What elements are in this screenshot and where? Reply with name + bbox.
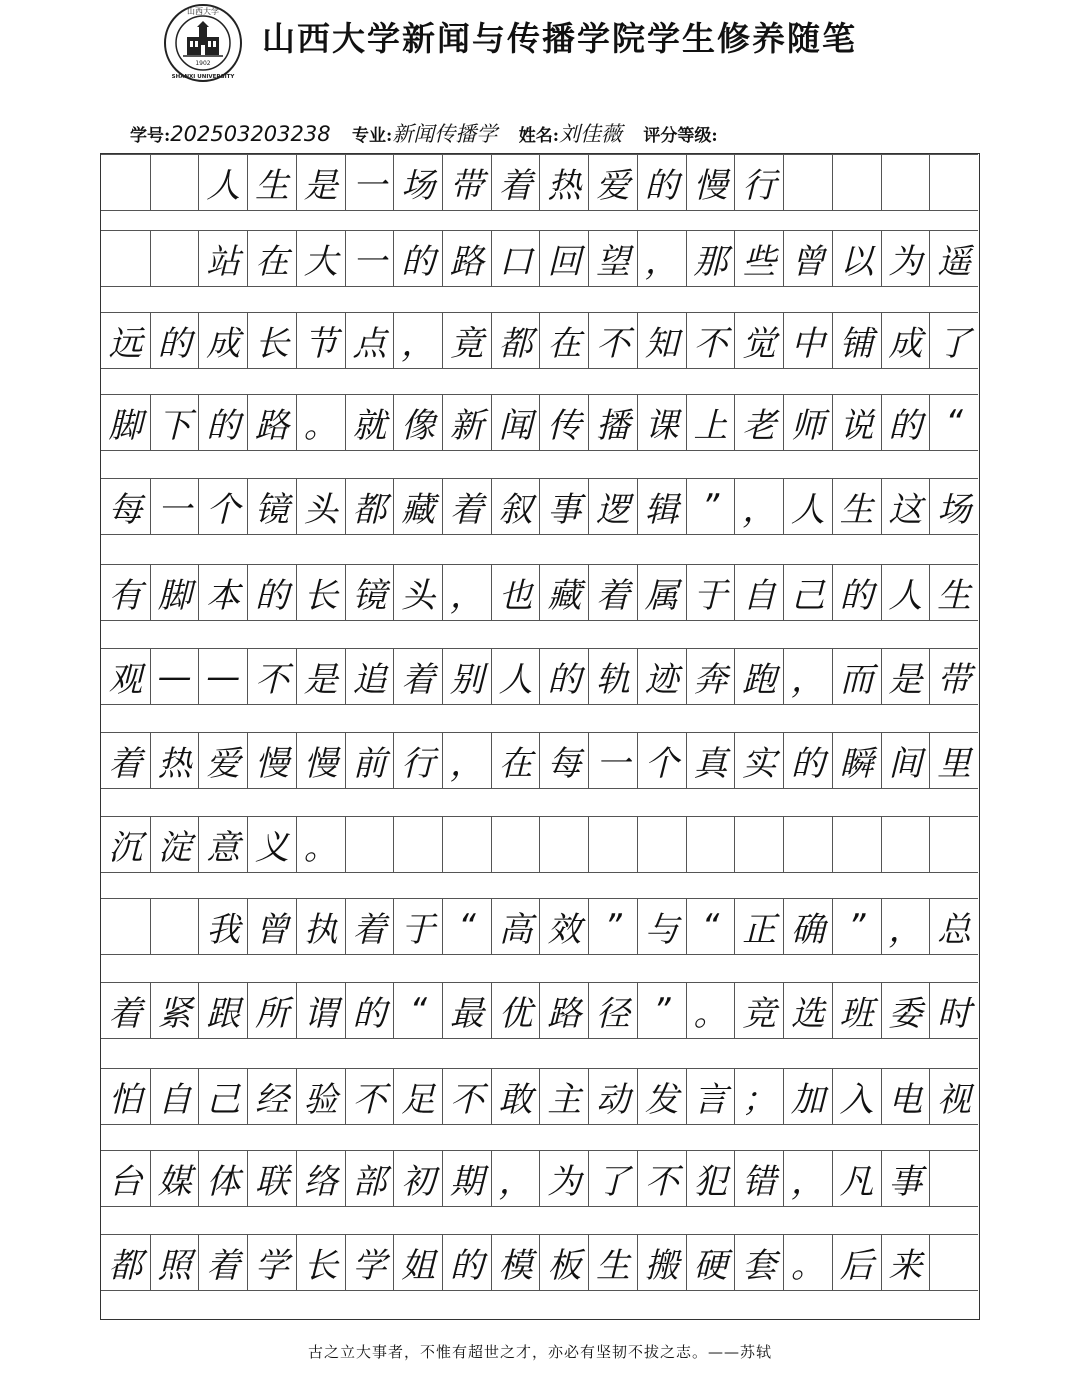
grid-cell xyxy=(929,154,978,211)
grid-cell xyxy=(734,816,783,873)
grid-cell: 口 xyxy=(491,230,540,287)
grid-cell xyxy=(345,816,394,873)
grid-cell: ， xyxy=(783,1150,832,1207)
grid-cell: 我 xyxy=(198,898,247,955)
grid-cell: 确 xyxy=(783,898,832,955)
university-seal-logo xyxy=(163,3,243,83)
grid-cell: 模 xyxy=(491,1234,540,1291)
grid-cell: 在 xyxy=(491,732,540,789)
grid-cell: 师 xyxy=(783,394,832,451)
grid-cell: 硬 xyxy=(686,1234,735,1291)
grid-cell: ， xyxy=(881,898,930,955)
grid-cell: 脚 xyxy=(150,564,199,621)
grid-cell: 播 xyxy=(588,394,637,451)
grid-cell: 遥 xyxy=(929,230,978,287)
major-label: 专业: xyxy=(352,126,393,146)
grid-cell: 长 xyxy=(296,1234,345,1291)
grid-cell: 搬 xyxy=(637,1234,686,1291)
grid-cell: 间 xyxy=(881,732,930,789)
grid-cell: 人 xyxy=(491,648,540,705)
grid-cell: 不 xyxy=(345,1068,394,1125)
grid-cell: 事 xyxy=(539,478,588,535)
grid-cell xyxy=(393,816,442,873)
grid-cell: 紧 xyxy=(150,982,199,1039)
grid-cell: 的 xyxy=(198,394,247,451)
grid-cell: 回 xyxy=(539,230,588,287)
grid-cell: “ xyxy=(929,394,978,451)
grid-cell: 初 xyxy=(393,1150,442,1207)
grid-row xyxy=(101,982,978,1039)
grid-cell: 长 xyxy=(247,312,296,369)
grid-cell: 于 xyxy=(393,898,442,955)
grid-cell: 生 xyxy=(247,154,296,211)
grid-row xyxy=(101,154,978,211)
grid-cell: ， xyxy=(442,732,491,789)
grid-cell: ； xyxy=(734,1068,783,1125)
grid-cell: 热 xyxy=(539,154,588,211)
grid-cell: 镜 xyxy=(345,564,394,621)
grid-cell: 路 xyxy=(247,394,296,451)
grid-cell: 着 xyxy=(393,648,442,705)
grid-cell: 的 xyxy=(393,230,442,287)
grid-cell: 场 xyxy=(393,154,442,211)
grid-cell xyxy=(832,154,881,211)
grid-cell: 视 xyxy=(929,1068,978,1125)
grid-cell: 敢 xyxy=(491,1068,540,1125)
grid-cell: 的 xyxy=(345,982,394,1039)
grid-cell: 课 xyxy=(637,394,686,451)
grid-cell: 都 xyxy=(491,312,540,369)
grid-cell: 入 xyxy=(832,1068,881,1125)
grid-cell: 的 xyxy=(783,732,832,789)
grid-cell: 真 xyxy=(686,732,735,789)
grid-row xyxy=(101,648,978,705)
grid-cell: 谓 xyxy=(296,982,345,1039)
grid-cell: 意 xyxy=(198,816,247,873)
grid-cell: 人 xyxy=(198,154,247,211)
grid-cell: 带 xyxy=(442,154,491,211)
grid-cell: 本 xyxy=(198,564,247,621)
grid-cell: 姐 xyxy=(393,1234,442,1291)
grid-cell: 场 xyxy=(929,478,978,535)
grid-cell: 跑 xyxy=(734,648,783,705)
grid-cell: 沉 xyxy=(101,816,150,873)
grid-cell: ， xyxy=(393,312,442,369)
grid-cell: 竟 xyxy=(442,312,491,369)
grid-cell: 路 xyxy=(442,230,491,287)
grid-cell: 是 xyxy=(881,648,930,705)
grid-cell: 长 xyxy=(296,564,345,621)
grid-cell: 都 xyxy=(345,478,394,535)
grid-cell: 叙 xyxy=(491,478,540,535)
student-id-value: 202503203238 xyxy=(170,122,331,146)
grid-cell: “ xyxy=(393,982,442,1039)
grid-cell: 不 xyxy=(442,1068,491,1125)
grid-cell: 于 xyxy=(686,564,735,621)
page-title: 山西大学新闻与传播学院学生修养随笔 xyxy=(262,19,857,58)
grid-row xyxy=(101,1068,978,1125)
grid-cell: 头 xyxy=(296,478,345,535)
grid-row xyxy=(101,1234,978,1291)
grid-cell xyxy=(832,816,881,873)
grid-cell: 板 xyxy=(539,1234,588,1291)
grid-cell: 选 xyxy=(783,982,832,1039)
grid-cell: 着 xyxy=(588,564,637,621)
grid-cell: 是 xyxy=(296,648,345,705)
grid-cell: ” xyxy=(588,898,637,955)
grid-cell: ， xyxy=(734,478,783,535)
grid-cell xyxy=(783,154,832,211)
grid-cell: 一 xyxy=(588,732,637,789)
grid-cell: 个 xyxy=(198,478,247,535)
grid-cell: 都 xyxy=(101,1234,150,1291)
grid-cell: 生 xyxy=(832,478,881,535)
grid-cell: 来 xyxy=(881,1234,930,1291)
grid-cell: 学 xyxy=(345,1234,394,1291)
grid-cell: 动 xyxy=(588,1068,637,1125)
grid-cell: 属 xyxy=(637,564,686,621)
grid-cell: 所 xyxy=(247,982,296,1039)
grid-cell: 一 xyxy=(345,230,394,287)
grid-row xyxy=(101,478,978,535)
grid-cell: 人 xyxy=(783,478,832,535)
grid-cell: 总 xyxy=(929,898,978,955)
grid-row xyxy=(101,564,978,621)
grid-cell: — xyxy=(150,648,199,705)
grid-cell: 的 xyxy=(247,564,296,621)
grid-cell: 藏 xyxy=(393,478,442,535)
grid-cell: 不 xyxy=(686,312,735,369)
grid-cell: 着 xyxy=(101,982,150,1039)
grid-cell: 传 xyxy=(539,394,588,451)
grid-cell: “ xyxy=(442,898,491,955)
grid-cell: 慢 xyxy=(296,732,345,789)
grid-cell xyxy=(929,816,978,873)
grid-row xyxy=(101,394,978,451)
grid-cell: 行 xyxy=(393,732,442,789)
grid-cell: 而 xyxy=(832,648,881,705)
grid-cell: 头 xyxy=(393,564,442,621)
grid-cell: 部 xyxy=(345,1150,394,1207)
grid-cell: 凡 xyxy=(832,1150,881,1207)
grid-cell: 电 xyxy=(881,1068,930,1125)
grid-cell: 发 xyxy=(637,1068,686,1125)
grid-cell xyxy=(588,816,637,873)
grid-cell: 。 xyxy=(783,1234,832,1291)
grid-cell: 主 xyxy=(539,1068,588,1125)
grid-cell: 自 xyxy=(150,1068,199,1125)
grid-cell: ” xyxy=(637,982,686,1039)
grid-cell: 中 xyxy=(783,312,832,369)
grid-cell: 了 xyxy=(929,312,978,369)
grid-cell: 经 xyxy=(247,1068,296,1125)
grid-cell: ， xyxy=(783,648,832,705)
grid-cell: 就 xyxy=(345,394,394,451)
grid-cell: 瞬 xyxy=(832,732,881,789)
grid-cell: 事 xyxy=(881,1150,930,1207)
grid-cell: 言 xyxy=(686,1068,735,1125)
grid-cell: 路 xyxy=(539,982,588,1039)
grid-cell: 迹 xyxy=(637,648,686,705)
grid-cell: 这 xyxy=(881,478,930,535)
grid-cell: 在 xyxy=(247,230,296,287)
grid-cell xyxy=(783,816,832,873)
grid-cell: 远 xyxy=(101,312,150,369)
grid-cell: 为 xyxy=(539,1150,588,1207)
grid-cell: 逻 xyxy=(588,478,637,535)
grid-cell: 。 xyxy=(296,816,345,873)
grid-cell: 着 xyxy=(442,478,491,535)
grid-cell: 委 xyxy=(881,982,930,1039)
grid-cell: 是 xyxy=(296,154,345,211)
page-header xyxy=(0,0,1080,90)
grid-cell: 每 xyxy=(539,732,588,789)
grid-cell: 里 xyxy=(929,732,978,789)
grid-cell: 与 xyxy=(637,898,686,955)
grid-cell: 后 xyxy=(832,1234,881,1291)
grid-cell: 知 xyxy=(637,312,686,369)
grid-cell: 。 xyxy=(686,982,735,1039)
grid-cell xyxy=(539,816,588,873)
grid-cell: — xyxy=(198,648,247,705)
grid-cell: 照 xyxy=(150,1234,199,1291)
grid-cell: 爱 xyxy=(198,732,247,789)
grid-cell: 生 xyxy=(588,1234,637,1291)
grid-row xyxy=(101,1150,978,1207)
grid-cell: 那 xyxy=(686,230,735,287)
grid-cell: 个 xyxy=(637,732,686,789)
name-label: 姓名: xyxy=(518,126,559,146)
grid-cell: 望 xyxy=(588,230,637,287)
grid-cell: 以 xyxy=(832,230,881,287)
grid-cell: 验 xyxy=(296,1068,345,1125)
grid-cell: 节 xyxy=(296,312,345,369)
grid-cell: 慢 xyxy=(686,154,735,211)
grid-cell: “ xyxy=(686,898,735,955)
grid-cell: 怕 xyxy=(101,1068,150,1125)
grid-cell xyxy=(101,154,150,211)
grid-cell: 热 xyxy=(150,732,199,789)
grid-cell: 别 xyxy=(442,648,491,705)
grid-cell: 下 xyxy=(150,394,199,451)
grid-cell: 脚 xyxy=(101,394,150,451)
grid-cell xyxy=(686,816,735,873)
grid-cell xyxy=(442,816,491,873)
writing-sheet xyxy=(100,153,980,1320)
svg-text:SHANXI UNIVERSITY: SHANXI UNIVERSITY xyxy=(171,74,235,80)
grid-cell: 成 xyxy=(881,312,930,369)
grid-cell: 的 xyxy=(832,564,881,621)
grid-cell xyxy=(881,816,930,873)
grid-cell: 生 xyxy=(929,564,978,621)
grid-cell: 觉 xyxy=(734,312,783,369)
grid-cell xyxy=(929,1150,978,1207)
grid-cell: 己 xyxy=(783,564,832,621)
grid-cell: 不 xyxy=(588,312,637,369)
grid-cell: 跟 xyxy=(198,982,247,1039)
grade-label: 评分等级: xyxy=(643,126,718,146)
student-info-line xyxy=(130,116,930,152)
grid-cell: 在 xyxy=(539,312,588,369)
svg-text:山西大学: 山西大学 xyxy=(187,7,219,16)
grid-cell: 站 xyxy=(198,230,247,287)
grid-cell: 为 xyxy=(881,230,930,287)
grid-cell: 期 xyxy=(442,1150,491,1207)
grid-cell: 慢 xyxy=(247,732,296,789)
grid-cell: 辑 xyxy=(637,478,686,535)
grid-cell: 老 xyxy=(734,394,783,451)
grid-cell: 观 xyxy=(101,648,150,705)
grid-cell: ， xyxy=(637,230,686,287)
grid-cell: 曾 xyxy=(783,230,832,287)
grid-cell: 说 xyxy=(832,394,881,451)
grid-row xyxy=(101,898,978,955)
grid-cell: 径 xyxy=(588,982,637,1039)
grid-cell: 有 xyxy=(101,564,150,621)
grid-cell: 淀 xyxy=(150,816,199,873)
grid-cell: 高 xyxy=(491,898,540,955)
grid-cell: 些 xyxy=(734,230,783,287)
grid-cell: 大 xyxy=(296,230,345,287)
grid-cell: 效 xyxy=(539,898,588,955)
grid-cell: 带 xyxy=(929,648,978,705)
grid-cell xyxy=(150,154,199,211)
grid-row xyxy=(101,816,978,873)
grid-cell: 行 xyxy=(734,154,783,211)
grid-row xyxy=(101,230,978,287)
grid-cell: 一 xyxy=(150,478,199,535)
grid-cell: 。 xyxy=(296,394,345,451)
grid-cell: 曾 xyxy=(247,898,296,955)
grid-cell: 实 xyxy=(734,732,783,789)
grid-cell xyxy=(637,816,686,873)
grid-cell: 足 xyxy=(393,1068,442,1125)
grid-cell: 台 xyxy=(101,1150,150,1207)
grid-cell: 的 xyxy=(637,154,686,211)
svg-text:1902: 1902 xyxy=(195,60,211,67)
grid-cell: 追 xyxy=(345,648,394,705)
grid-cell: 时 xyxy=(929,982,978,1039)
grid-cell: 爱 xyxy=(588,154,637,211)
grid-cell: 竞 xyxy=(734,982,783,1039)
grid-cell: ” xyxy=(832,898,881,955)
grid-cell xyxy=(150,230,199,287)
grid-cell: 像 xyxy=(393,394,442,451)
grid-cell: ， xyxy=(491,1150,540,1207)
grid-cell: 轨 xyxy=(588,648,637,705)
grid-cell: 加 xyxy=(783,1068,832,1125)
major-value: 新闻传播学 xyxy=(392,122,498,146)
student-id-label: 学号: xyxy=(130,126,171,146)
grid-cell: 体 xyxy=(198,1150,247,1207)
grid-cell: ， xyxy=(442,564,491,621)
grid-cell xyxy=(101,230,150,287)
grid-cell: 点 xyxy=(345,312,394,369)
grid-cell: 联 xyxy=(247,1150,296,1207)
grid-cell: 人 xyxy=(881,564,930,621)
grid-cell: 的 xyxy=(442,1234,491,1291)
grid-cell: 正 xyxy=(734,898,783,955)
footer-quote: 古之立大事者，不惟有超世之才，亦必有坚韧不拔之志。——苏轼 xyxy=(307,1343,772,1361)
grid-cell: 着 xyxy=(345,898,394,955)
grid-cell: 闻 xyxy=(491,394,540,451)
grid-cell xyxy=(881,154,930,211)
grid-row xyxy=(101,312,978,369)
grid-cell xyxy=(929,1234,978,1291)
grid-cell: 优 xyxy=(491,982,540,1039)
grid-cell: 的 xyxy=(539,648,588,705)
grid-cell: 着 xyxy=(491,154,540,211)
grid-cell: 铺 xyxy=(832,312,881,369)
grid-cell: 也 xyxy=(491,564,540,621)
grid-cell: 着 xyxy=(198,1234,247,1291)
grid-cell: 错 xyxy=(734,1150,783,1207)
grid-cell: 最 xyxy=(442,982,491,1039)
grid-cell xyxy=(101,898,150,955)
grid-cell: 络 xyxy=(296,1150,345,1207)
grid-cell: 套 xyxy=(734,1234,783,1291)
grid-cell: 己 xyxy=(198,1068,247,1125)
grid-cell: 班 xyxy=(832,982,881,1039)
grid-cell: 自 xyxy=(734,564,783,621)
grid-cell: 不 xyxy=(637,1150,686,1207)
grid-cell: ” xyxy=(686,478,735,535)
grid-cell: 义 xyxy=(247,816,296,873)
grid-cell: 上 xyxy=(686,394,735,451)
grid-cell: 的 xyxy=(881,394,930,451)
grid-cell: 执 xyxy=(296,898,345,955)
name-value: 刘佳薇 xyxy=(559,122,622,146)
grid-cell: 新 xyxy=(442,394,491,451)
grid-cell: 前 xyxy=(345,732,394,789)
grid-cell: 犯 xyxy=(686,1150,735,1207)
grid-cell: 着 xyxy=(101,732,150,789)
grid-cell: 的 xyxy=(150,312,199,369)
grid-cell: 一 xyxy=(345,154,394,211)
grid-cell: 藏 xyxy=(539,564,588,621)
grid-cell: 每 xyxy=(101,478,150,535)
grid-cell xyxy=(150,898,199,955)
grid-cell: 镜 xyxy=(247,478,296,535)
grid-cell: 媒 xyxy=(150,1150,199,1207)
grid-cell: 了 xyxy=(588,1150,637,1207)
grid-cell: 成 xyxy=(198,312,247,369)
grid-cell: 学 xyxy=(247,1234,296,1291)
grid-cell xyxy=(491,816,540,873)
grid-row xyxy=(101,732,978,789)
grid-cell: 不 xyxy=(247,648,296,705)
grid-cell: 奔 xyxy=(686,648,735,705)
